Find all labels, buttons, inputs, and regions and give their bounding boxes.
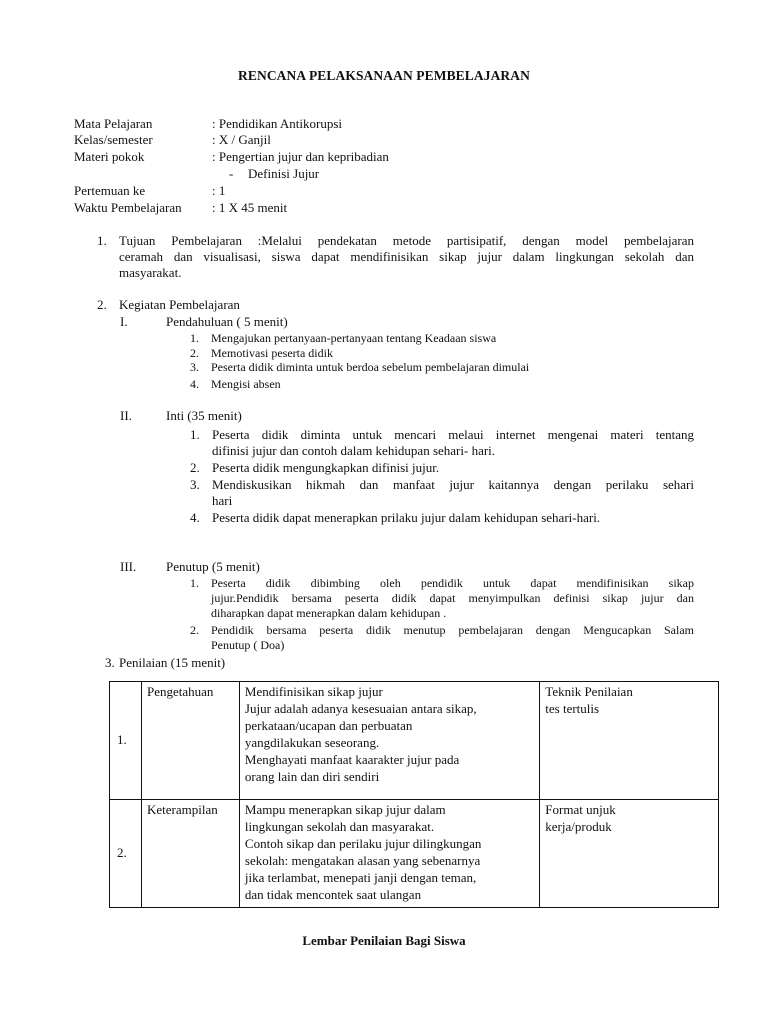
- list-item: Peserta didik dibimbing oleh pendidik untuk dapat mendifinisikan sikap: [211, 576, 694, 590]
- technique-line: Format unjuk: [545, 802, 616, 817]
- row-number: 2.: [110, 800, 142, 908]
- technique-line: kerja/produk: [545, 819, 612, 834]
- intro-numeral: I.: [120, 314, 128, 329]
- list-item-continuation: Penutup ( Doa): [211, 638, 285, 652]
- description-line: Menghayati manfaat kaarakter jujur pada: [244, 752, 460, 767]
- activities-heading: Kegiatan Pembelajaran: [119, 297, 240, 312]
- list-item: Peserta didik diminta untuk mencari melaui internet mengenai materi tentang: [212, 427, 694, 442]
- material-sub-dash: -: [229, 166, 234, 181]
- description-line: jika terlambat, menepati janji dengan teman,: [244, 870, 477, 885]
- aspect-cell: Keterampilan: [141, 800, 239, 908]
- list-item-number: 4.: [190, 377, 199, 391]
- list-item-number: 1.: [190, 427, 200, 442]
- technique-line: Teknik Penilaian: [545, 684, 633, 699]
- description-line: Contoh sikap dan perilaku jujur dilingkungan: [244, 836, 482, 851]
- list-item-continuation: jujur.Pendidik bersama peserta didik dapat menyimpulkan definisi sikap jujur dan: [211, 591, 694, 605]
- meeting-label: Pertemuan ke: [74, 183, 146, 198]
- list-item-continuation: hari: [212, 493, 233, 508]
- description-line: dan tidak mencontek saat ulangan: [244, 887, 422, 902]
- list-item-number: 4.: [190, 510, 200, 525]
- core-numeral: II.: [120, 408, 132, 423]
- intro-heading: Pendahuluan ( 5 menit): [166, 314, 288, 329]
- assessment-table: [109, 681, 719, 908]
- list-item-number: 2.: [190, 460, 200, 475]
- assessment-heading: Penilaian (15 menit): [119, 655, 226, 670]
- time-value: : 1 X 45 menit: [212, 200, 288, 215]
- technique-line: tes tertulis: [545, 701, 600, 716]
- section-title: Lembar Penilaian Bagi Siswa: [302, 933, 466, 948]
- list-item: Pendidik bersama peserta didik menutup pembelajaran dengan Mengucapkan Salam: [211, 623, 694, 637]
- list-item: Mengisi absen: [211, 377, 281, 391]
- list-item: Memotivasi peserta didik: [211, 346, 333, 360]
- description-line: lingkungan sekolah dan masyarakat.: [244, 819, 435, 834]
- material-label: Materi pokok: [74, 149, 145, 164]
- table-row: [110, 800, 719, 908]
- material-value: : Pengertian jujur dan kepribadian: [212, 149, 389, 164]
- description-line: yangdilakukan seseorang.: [244, 735, 380, 750]
- material-sub-value: Definisi Jujur: [248, 166, 320, 181]
- technique-cell: [540, 682, 719, 800]
- subject-value: : Pendidikan Antikorupsi: [212, 116, 342, 131]
- description-line: Mampu menerapkan sikap jujur dalam: [244, 802, 446, 817]
- page-title: RENCANA PELAKSANAAN PEMBELAJARAN: [238, 68, 530, 83]
- list-item-number: 3.: [190, 360, 199, 374]
- objective-number: 1.: [97, 233, 107, 248]
- list-item: Mendiskusikan hikmah dan manfaat jujur kaitannya dengan perilaku sehari: [212, 477, 694, 492]
- row-number: 1.: [110, 682, 142, 800]
- description-cell: [239, 800, 539, 908]
- technique-cell: [540, 800, 719, 908]
- class-value: : X / Ganjil: [212, 132, 271, 147]
- objective-line: masyarakat.: [119, 265, 182, 280]
- description-line: orang lain dan diri sendiri: [244, 769, 380, 784]
- core-heading: Inti (35 menit): [166, 408, 242, 423]
- description-cell: [239, 682, 539, 800]
- class-label: Kelas/semester: [74, 132, 153, 147]
- list-item-number: 1.: [190, 576, 199, 590]
- list-item: Peserta didik mengungkapkan difinisi jujur.: [212, 460, 440, 475]
- assessment-number: 3.: [105, 655, 115, 670]
- description-line: Mendifinisikan sikap jujur: [244, 684, 383, 699]
- closing-heading: Penutup (5 menit): [166, 559, 260, 574]
- list-item-number: 1.: [190, 331, 199, 345]
- subject-label: Mata Pelajaran: [74, 116, 153, 131]
- table-row: [110, 682, 719, 800]
- description-line: sekolah: mengatakan alasan yang sebenarnya: [244, 853, 481, 868]
- activities-number: 2.: [97, 297, 107, 312]
- closing-numeral: III.: [120, 559, 137, 574]
- list-item-number: 2.: [190, 346, 199, 360]
- list-item: Peserta didik diminta untuk berdoa sebelum pembelajaran dimulai: [211, 360, 530, 374]
- list-item-number: 3.: [190, 477, 200, 492]
- list-item-continuation: difinisi jujur dan contoh dalam kehidupan sehari- hari.: [212, 443, 496, 458]
- objective-line: ceramah dan visualisasi, siswa dapat mendifinisikan sikap jujur dalam lingkungan sekolah dan: [119, 249, 694, 264]
- meeting-value: : 1: [212, 183, 226, 198]
- list-item-continuation: diharapkan dapat menerapkan dalam kehidupan .: [211, 606, 447, 620]
- list-item: Mengajukan pertanyaan-pertanyaan tentang Keadaan siswa: [211, 331, 497, 345]
- objective-line: Tujuan Pembelajaran :Melalui pendekatan metode partisipatif, dengan model pembelajaran: [119, 233, 694, 248]
- list-item-number: 2.: [190, 623, 199, 637]
- description-line: Jujur adalah adanya kesesuaian antara sikap,: [244, 701, 477, 716]
- list-item: Peserta didik dapat menerapkan prilaku jujur dalam kehidupan sehari-hari.: [212, 510, 601, 525]
- aspect-cell: Pengetahuan: [141, 682, 239, 800]
- description-line: perkataan/ucapan dan perbuatan: [244, 718, 413, 733]
- time-label: Waktu Pembelajaran: [74, 200, 182, 215]
